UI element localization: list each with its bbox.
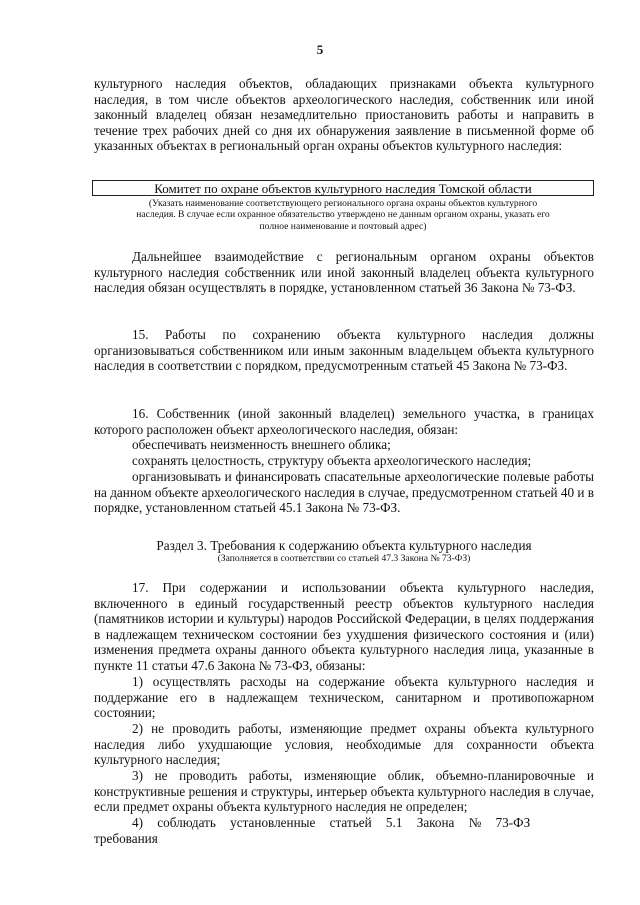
- paragraph-16-c: организовывать и финансировать спасательные археологические полевые работы на данном объекте археологического наследия в случае, предусмотренном статьей 40 и в порядке, установленном статьей 45.1 Закона № 73-ФЗ.: [94, 469, 594, 516]
- paragraph-17-2: 2) не проводить работы, изменяющие предмет охраны объекта культурного наследия либо ухудшающие условия, необходимые для сохранности объекта культурного наследия;: [94, 721, 594, 768]
- paragraph-17-4: 4) соблюдать установленные статьей 5.1 Закона № 73-ФЗ требования: [94, 815, 531, 846]
- section-3-note: (Заполняется в соответствии со статьей 47.3 Закона № 73-ФЗ): [217, 553, 471, 564]
- paragraph-16-b: сохранять целостность, структуру объекта археологического наследия;: [132, 453, 532, 468]
- paragraph-15: 15. Работы по сохранению объекта культурного наследия должны организовываться собственником или иным законным владельцем объекта культурного наследия в соответствии с порядком, предусмотренным статьей 45 Закона № 73-ФЗ.: [94, 327, 594, 374]
- authority-box: Комитет по охране объектов культурного наследия Томской области: [92, 180, 594, 196]
- authority-note: (Указать наименование соответствующего регионального органа охраны объектов культурного наследия. В случае если охранное обязательство утверждено не данным органом охраны, указать его полное наименование и почтовый адрес): [136, 198, 550, 232]
- paragraph-16-a: обеспечивать неизменность внешнего облика;: [132, 437, 391, 452]
- paragraph-16: 16. Собственник (иной законный владелец) земельного участка, в границах которого расположен объект археологического наследия, обязан:: [94, 406, 594, 437]
- paragraph-17: 17. При содержании и использовании объекта культурного наследия, включенного в единый государственный реестр объектов культурного наследия (памятников истории и культуры) народов Российской Федерации, в целях поддержания в надлежащем техническом состоянии без ухудшения физического состояния и (или) изменения предмета охраны данного объекта культурного наследия лица, указанные в пункте 11 статьи 47.6 Закона № 73-ФЗ, обязаны:: [94, 580, 594, 673]
- paragraph-intro: культурного наследия объектов, обладающих признаками объекта культурного наследия, в том числе объектов археологического наследия, собственник или иной законный владелец обязан незамедлительно приостановить работы и направить в течение трех рабочих дней со дня их обнаружения заявление в письменной форме об указанных объектах в региональный орган охраны объектов культурного наследия:: [94, 76, 594, 154]
- paragraph-17-1: 1) осуществлять расходы на содержание объекта культурного наследия и поддержание его в надлежащем техническом, санитарном и противопожарном состоянии;: [94, 674, 594, 721]
- section-3-title: Раздел 3. Требования к содержанию объекта культурного наследия: [156, 538, 532, 553]
- paragraph-17-3: 3) не проводить работы, изменяющие облик, объемно-планировочные и конструктивные решения и структуры, интерьер объекта культурного наследия в случае, если предмет охраны объекта культурного наследия не определен;: [94, 768, 594, 815]
- paragraph-interaction: Дальнейшее взаимодействие с региональным органом охраны объектов культурного наследия собственник или иной законный владелец объекта культурного наследия обязан осуществлять в порядке, установленном статьей 36 Закона № 73-ФЗ.: [94, 249, 594, 296]
- page-number: 5: [316, 42, 324, 57]
